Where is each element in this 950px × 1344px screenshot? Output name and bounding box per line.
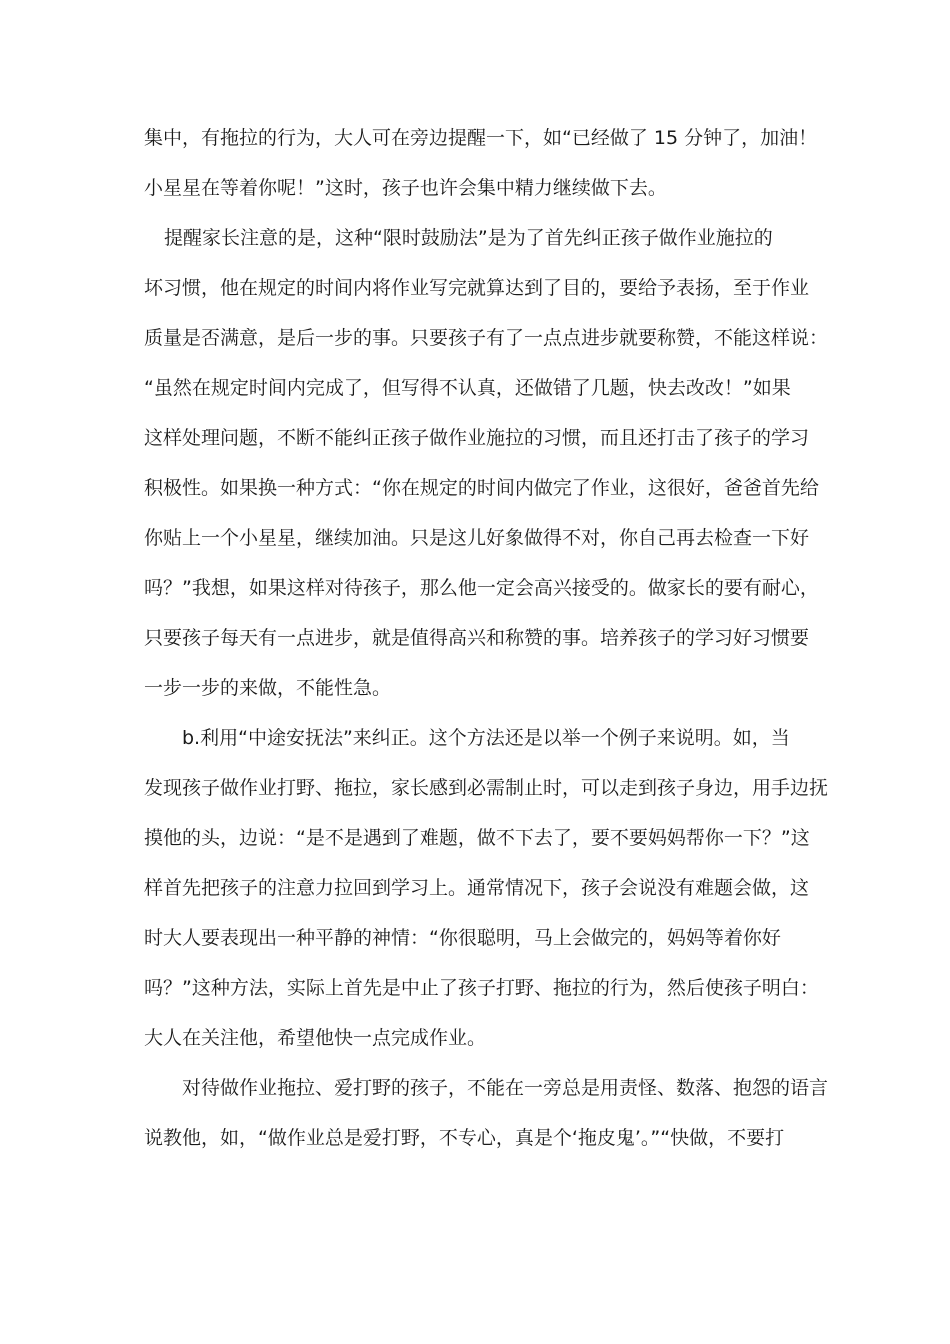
text-line: 吗？”这种方法，实际上首先是中止了孩子打野、拖拉的行为，然后使孩子明白： — [144, 977, 819, 999]
text-line: 集中，有拖拉的行为，大人可在旁边提醒一下，如“已经做了 15 分钟了，加油！ — [144, 127, 818, 149]
text-line: 发现孩子做作业打野、拖拉，家长感到必需制止时，可以走到孩子身边，用手边抚 — [144, 777, 829, 799]
paragraph-start-line: 提醒家长注意的是，这种“限时鼓励法”是为了首先纠正孩子做作业施拉的 — [164, 227, 773, 249]
text-line: 小星星在等着你呢！”这时，孩子也许会集中精力继续做下去。 — [144, 177, 667, 199]
text-line: 积极性。如果换一种方式：“你在规定的时间内做完了作业，这很好，爸爸首先给 — [144, 477, 819, 499]
text-line: 质量是否满意，是后一步的事。只要孩子有了一点点进步就要称赞，不能这样说： — [144, 327, 829, 349]
text-line: 大人在关注他，希望他快一点完成作业。 — [144, 1027, 487, 1049]
text-line: “虽然在规定时间内完成了，但写得不认真，还做错了几题，快去改改！”如果 — [144, 377, 791, 399]
text-line: 你贴上一个小星星，继续加油。只是这儿好象做得不对，你自己再去检查一下好 — [144, 527, 810, 549]
text-line: 坏习惯，他在规定的时间内将作业写完就算达到了目的，要给予表扬，至于作业 — [144, 277, 810, 299]
text-line: 这样处理问题，不断不能纠正孩子做作业施拉的习惯，而且还打击了孩子的学习 — [144, 427, 810, 449]
paragraph-start-line: b.利用“中途安抚法”来纠正。这个方法还是以举一个例子来说明。如，当 — [182, 727, 790, 749]
text-line: 只要孩子每天有一点进步，就是值得高兴和称赞的事。培养孩子的学习好习惯要 — [144, 627, 810, 649]
text-line: 一步一步的来做，不能性急。 — [144, 677, 392, 699]
text-line: 说教他，如，“做作业总是爱打野，不专心，真是个‘拖皮鬼’。”“快做，不要打 — [144, 1127, 785, 1149]
text-line: 摸他的头，边说：“是不是遇到了难题，做不下去了，要不要妈妈帮你一下？”这 — [144, 827, 810, 849]
text-line: 时大人要表现出一种平静的神情：“你很聪明，马上会做完的，妈妈等着你好 — [144, 927, 781, 949]
text-line: 样首先把孩子的注意力拉回到学习上。通常情况下，孩子会说没有难题会做，这 — [144, 877, 810, 899]
document-body — [144, 117, 829, 1167]
text-line: 吗？”我想，如果这样对待孩子，那么他一定会高兴接受的。做家长的要有耐心， — [144, 577, 819, 599]
paragraph-start-line: 对待做作业拖拉、爱打野的孩子，不能在一旁总是用责怪、数落、抱怨的语言 — [182, 1077, 829, 1099]
